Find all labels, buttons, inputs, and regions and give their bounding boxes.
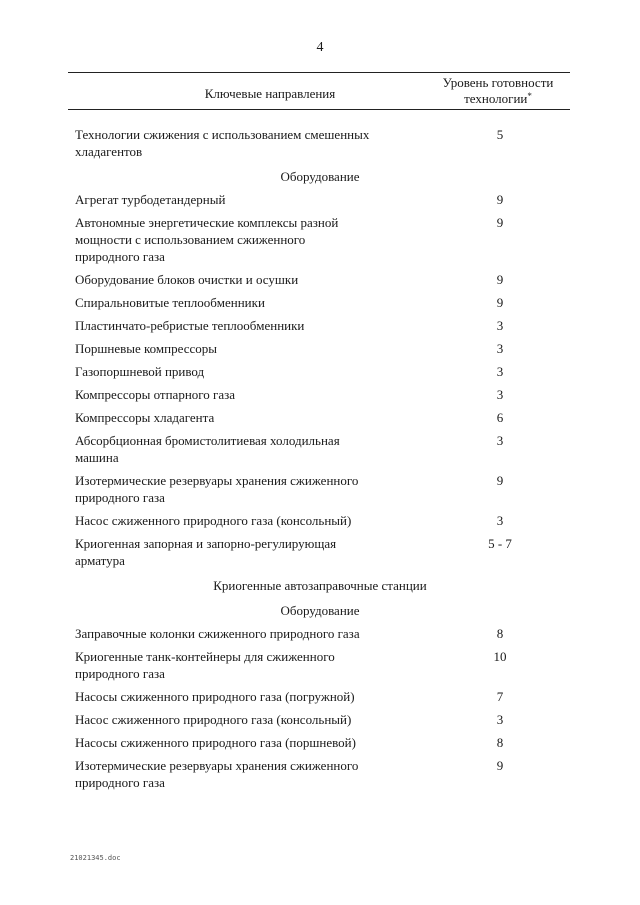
table-row [0,734,640,757]
row-readiness-value: 3 [496,712,504,727]
table-row [0,386,640,409]
row-direction-name [75,711,420,728]
table-row [0,711,640,734]
row-readiness-value: 3 [496,387,504,402]
row-name-line: Насосы сжиженного природного газа (погружной) [75,689,355,704]
table-row [0,757,640,797]
row-direction-name [75,386,420,403]
header-readiness-line2-wrap [428,91,568,107]
row-readiness-value: 3 [496,513,504,528]
row-name-line: Абсорбционная бромистолитиевая холодильная [75,433,340,448]
row-readiness-value: 3 [496,341,504,356]
table-row [0,512,640,535]
row-readiness-value: 9 [496,192,504,207]
row-name-line: природного газа [75,775,165,790]
table-row [0,625,640,648]
section-heading: Оборудование [280,169,360,184]
table-row [0,340,640,363]
row-name-line: Заправочные колонки сжиженного природного газа [75,626,360,641]
row-name-line: Криогенная запорная и запорно-регулирующая [75,536,337,551]
row-name-line: природного газа [75,666,165,681]
row-name-line: машина [75,450,119,465]
row-name-line: Спиральновитые теплообменники [75,295,265,310]
header-key-directions: Ключевые направления [204,86,336,101]
row-direction-name [75,126,420,160]
table-row [0,535,640,575]
row-direction-name [75,432,420,466]
row-direction-name [75,535,420,569]
row-direction-name [75,512,420,529]
row-name-line: Оборудование блоков очистки и осушки [75,272,299,287]
row-direction-name [75,340,420,357]
table-row [0,317,640,340]
table-row [0,409,640,432]
row-name-line: Технологии сжижения с использованием смешенных [75,127,370,142]
row-name-line: Автономные энергетические комплексы разной [75,215,339,230]
row-readiness-value: 5 - 7 [488,536,512,551]
section-heading: Криогенные автозаправочные станции [213,578,427,593]
row-direction-name [75,688,420,705]
row-direction-name [75,409,420,426]
row-readiness-value: 3 [496,433,504,448]
row-direction-name [75,317,420,334]
footnote-mark: * [527,91,532,101]
row-name-line: природного газа [75,249,165,264]
table-header-rule [68,109,570,110]
row-readiness-value: 9 [496,272,504,287]
row-direction-name [75,294,420,311]
row-readiness-value: 8 [496,626,504,641]
table-top-rule [68,72,570,73]
table-row [0,191,640,214]
row-direction-name [75,734,420,751]
page-number: 4 [316,40,324,55]
row-readiness-value: 7 [496,689,504,704]
row-readiness-value: 9 [496,473,504,488]
table-row [0,214,640,271]
row-readiness-value: 9 [496,295,504,310]
row-name-line: Изотермические резервуары хранения сжиженного [75,473,359,488]
section-heading: Оборудование [280,603,360,618]
row-name-line: Насос сжиженного природного газа (консольный) [75,712,352,727]
table-row [0,472,640,512]
row-direction-name [75,757,420,791]
row-direction-name [75,363,420,380]
row-name-line: Компрессоры хладагента [75,410,215,425]
table-row [0,688,640,711]
table-row [0,126,640,166]
table-row [0,271,640,294]
row-name-line: Поршневые компрессоры [75,341,217,356]
header-readiness-line2: технологии [464,91,528,106]
row-name-line: природного газа [75,490,165,505]
row-name-line: Компрессоры отпарного газа [75,387,236,402]
row-name-line: хладагентов [75,144,143,159]
readiness-table [0,126,640,797]
row-readiness-value: 8 [496,735,504,750]
row-name-line: Агрегат турбодетандерный [75,192,226,207]
header-readiness-line1: Уровень готовности [442,75,554,90]
row-direction-name [75,625,420,642]
header-readiness-level [428,75,568,107]
row-name-line: арматура [75,553,125,568]
row-name-line: Пластинчато-ребристые теплообменники [75,318,305,333]
row-direction-name [75,214,420,265]
row-direction-name [75,191,420,208]
row-readiness-value: 9 [496,758,504,773]
row-readiness-value: 3 [496,318,504,333]
row-name-line: Криогенные танк-контейнеры для сжиженного [75,649,335,664]
table-row [0,363,640,386]
row-name-line: Насосы сжиженного природного газа (поршневой) [75,735,356,750]
row-direction-name [75,472,420,506]
row-name-line: Изотермические резервуары хранения сжиженного [75,758,359,773]
row-name-line: Газопоршневой привод [75,364,205,379]
row-readiness-value: 9 [496,215,504,230]
table-row [0,648,640,688]
row-direction-name [75,648,420,682]
row-readiness-value: 5 [496,127,504,142]
row-readiness-value: 6 [496,410,504,425]
row-name-line: мощности с использованием сжиженного [75,232,306,247]
table-row [0,432,640,472]
row-readiness-value: 3 [496,364,504,379]
row-direction-name [75,271,420,288]
table-row [0,294,640,317]
document-code: 21021345.doc [70,854,121,862]
row-readiness-value: 10 [493,649,507,664]
row-name-line: Насос сжиженного природного газа (консольный) [75,513,352,528]
